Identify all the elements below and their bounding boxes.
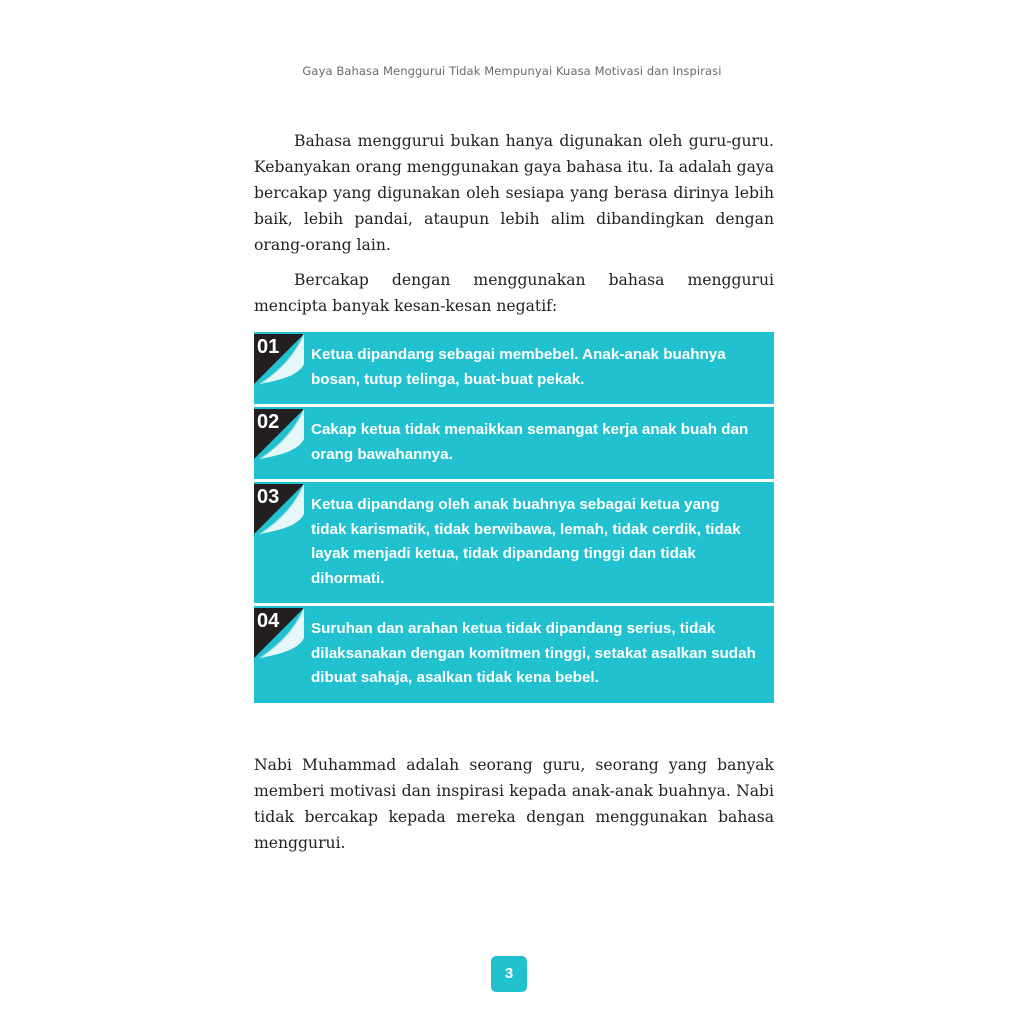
number-badge <box>254 484 306 536</box>
item-number: 04 <box>257 610 280 632</box>
lead-in-paragraph: Bercakap dengan menggunakan bahasa menggurui mencipta banyak kesan-kesan negatif: <box>254 271 774 315</box>
list-item <box>254 606 774 703</box>
page-number: 3 <box>491 956 527 992</box>
item-number: 02 <box>257 411 280 433</box>
running-header: Gaya Bahasa Menggurui Tidak Mempunyai Kuasa Motivasi dan Inspirasi <box>302 64 722 78</box>
negative-effects-list <box>254 332 774 706</box>
item-number: 01 <box>257 336 280 358</box>
number-badge <box>254 409 306 461</box>
item-text: Ketua dipandang sebagai membebel. Anak-anak buahnya bosan, tutup telinga, buat-buat pekak. <box>311 346 726 388</box>
number-badge <box>254 608 306 660</box>
item-text: Cakap ketua tidak menaikkan semangat kerja anak buah dan orang bawahannya. <box>311 421 749 463</box>
list-item <box>254 482 774 603</box>
list-item <box>254 407 774 479</box>
closing-paragraph: Nabi Muhammad adalah seorang guru, seorang yang banyak memberi motivasi dan inspirasi kepada anak-anak buahnya. Nabi tidak bercakap kepada mereka dengan menggunakan bahasa menggurui. <box>254 756 774 852</box>
item-text: Suruhan dan arahan ketua tidak dipandang serius, tidak dilaksanakan dengan komitmen tinggi, setakat asalkan sudah dibuat sahaja, asalkan tidak kena bebel. <box>311 620 756 686</box>
number-badge <box>254 334 306 386</box>
item-number: 03 <box>257 486 280 508</box>
item-text: Ketua dipandang oleh anak buahnya sebagai ketua yang tidak karismatik, tidak berwibawa, lemah, tidak cerdik, tidak layak menjadi ketua, tidak dipandang tinggi dan tidak dihormati. <box>311 496 741 587</box>
list-item <box>254 332 774 404</box>
intro-paragraph: Bahasa menggurui bukan hanya digunakan oleh guru-guru. Kebanyakan orang menggunakan gaya bahasa itu. Ia adalah gaya bercakap yang digunakan oleh sesiapa yang berasa dirinya lebih baik, lebih pandai, ataupun lebih alim dibandingkan dengan orang-orang lain. <box>254 132 774 254</box>
